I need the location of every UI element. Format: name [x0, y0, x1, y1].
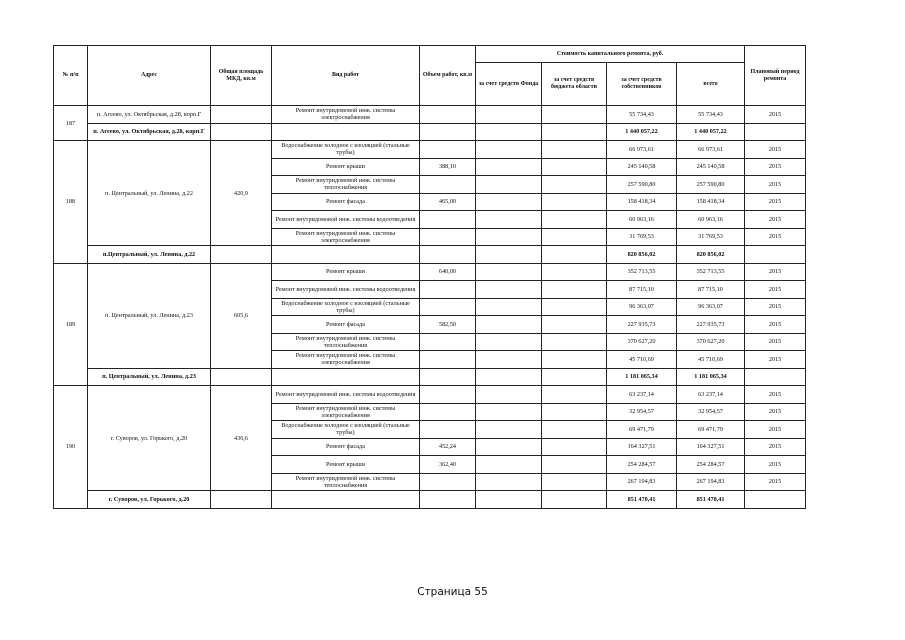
owners-cost-cell: 45 710,69 [607, 351, 677, 369]
period-cell: 2015 [745, 281, 806, 299]
volume-cell [420, 298, 476, 316]
col-cost-group-header: Стоимость капитального ремонта, руб. [476, 46, 745, 63]
subtotal-fund-cell [476, 123, 542, 141]
subtotal-fund-cell [476, 491, 542, 509]
col-budget-header: за счет средств бюджета области [542, 63, 607, 106]
row-number: 190 [54, 386, 88, 509]
col-fund-header: за счет средств Фонда [476, 63, 542, 106]
fund-cell [476, 351, 542, 369]
area-cell: 605,6 [211, 263, 272, 368]
budget-cell [542, 438, 607, 456]
subtotal-owners-cell: 1 440 057,22 [607, 123, 677, 141]
volume-cell [420, 403, 476, 421]
subtotal-period-cell [745, 491, 806, 509]
period-cell: 2015 [745, 263, 806, 281]
subtotal-owners-cell: 1 181 065,34 [607, 368, 677, 386]
subtotal-volume-cell [420, 368, 476, 386]
fund-cell [476, 176, 542, 194]
work-type-cell: Ремонт фасада [272, 438, 420, 456]
budget-cell [542, 158, 607, 176]
owners-cost-cell: 87 715,10 [607, 281, 677, 299]
subtotal-address-cell: г. Суворов, ул. Горького, д.20 [88, 491, 211, 509]
period-cell: 2015 [745, 421, 806, 439]
total-cost-cell: 257 590,80 [677, 176, 745, 194]
subtotal-address-cell: п.Центральный, ул. Ленина, д.22 [88, 246, 211, 264]
subtotal-address-cell: п. Центральный, ул. Ленина, д.23 [88, 368, 211, 386]
fund-cell [476, 193, 542, 211]
budget-cell [542, 298, 607, 316]
work-type-cell: Ремонт внутридомовой инж. системы теплоснабжения [272, 333, 420, 351]
total-cost-cell: 96 363,07 [677, 298, 745, 316]
col-work-header: Вид работ [272, 46, 420, 106]
fund-cell [476, 228, 542, 246]
work-type-cell: Ремонт крыши [272, 263, 420, 281]
period-cell: 2015 [745, 473, 806, 491]
total-cost-cell: 32 954,57 [677, 403, 745, 421]
period-cell: 2015 [745, 333, 806, 351]
volume-cell [420, 176, 476, 194]
work-type-cell: Ремонт внутридомовой инж. системы водоотведения [272, 211, 420, 229]
subtotal-total-cell: 1 440 057,22 [677, 123, 745, 141]
owners-cost-cell: 32 954,57 [607, 403, 677, 421]
budget-cell [542, 176, 607, 194]
col-num-header: № п/п [54, 46, 88, 106]
subtotal-area-cell [211, 123, 272, 141]
subtotal-row [54, 491, 806, 509]
volume-cell [420, 351, 476, 369]
fund-cell [476, 316, 542, 334]
work-type-cell: Ремонт фасада [272, 193, 420, 211]
fund-cell [476, 456, 542, 474]
period-cell: 2015 [745, 438, 806, 456]
area-cell: 420,9 [211, 141, 272, 246]
total-cost-cell: 352 713,55 [677, 263, 745, 281]
fund-cell [476, 211, 542, 229]
budget-cell [542, 333, 607, 351]
volume-cell [420, 228, 476, 246]
fund-cell [476, 386, 542, 404]
subtotal-work-cell [272, 368, 420, 386]
subtotal-fund-cell [476, 246, 542, 264]
address-cell: п. Агеево, ул. Октябрьская, д.28, корп.Г [88, 106, 211, 124]
total-cost-cell: 55 734,43 [677, 106, 745, 124]
total-cost-cell: 31 769,53 [677, 228, 745, 246]
work-type-cell: Ремонт внутридомовой инж. системы электроснабжения [272, 228, 420, 246]
work-type-cell: Водоснабжение холодное с изоляцией (стальные трубы) [272, 421, 420, 439]
subtotal-budget-cell [542, 246, 607, 264]
fund-cell [476, 141, 542, 159]
subtotal-period-cell [745, 368, 806, 386]
work-type-cell: Водоснабжение холодное с изоляцией (стальные трубы) [272, 141, 420, 159]
subtotal-address-cell: п. Агеево, ул. Октябрьская, д.28, корп.Г [88, 123, 211, 141]
owners-cost-cell: 69 471,79 [607, 421, 677, 439]
budget-cell [542, 421, 607, 439]
owners-cost-cell: 227 935,73 [607, 316, 677, 334]
budget-cell [542, 193, 607, 211]
owners-cost-cell: 158 418,34 [607, 193, 677, 211]
total-cost-cell: 254 284,57 [677, 456, 745, 474]
fund-cell [476, 263, 542, 281]
total-cost-cell: 267 194,83 [677, 473, 745, 491]
table-row [54, 141, 806, 159]
total-cost-cell: 87 715,10 [677, 281, 745, 299]
budget-cell [542, 456, 607, 474]
budget-cell [542, 281, 607, 299]
total-cost-cell: 60 963,16 [677, 211, 745, 229]
owners-cost-cell: 164 327,51 [607, 438, 677, 456]
work-type-cell: Ремонт внутридомовой инж. системы водоотведения [272, 386, 420, 404]
work-type-cell: Ремонт крыши [272, 158, 420, 176]
volume-cell: 465,00 [420, 193, 476, 211]
fund-cell [476, 403, 542, 421]
work-type-cell: Ремонт внутридомовой инж. системы теплоснабжения [272, 176, 420, 194]
col-address-header: Адрес [88, 46, 211, 106]
fund-cell [476, 106, 542, 124]
owners-cost-cell: 63 237,14 [607, 386, 677, 404]
table-body [54, 106, 806, 509]
budget-cell [542, 228, 607, 246]
subtotal-fund-cell [476, 368, 542, 386]
total-cost-cell: 227 935,73 [677, 316, 745, 334]
subtotal-row [54, 246, 806, 264]
total-cost-cell: 370 627,20 [677, 333, 745, 351]
work-type-cell: Ремонт внутридомовой инж. системы электроснабжения [272, 106, 420, 124]
volume-cell [420, 281, 476, 299]
volume-cell: 640,00 [420, 263, 476, 281]
fund-cell [476, 281, 542, 299]
budget-cell [542, 106, 607, 124]
volume-cell [420, 106, 476, 124]
subtotal-work-cell [272, 246, 420, 264]
total-cost-cell: 245 140,58 [677, 158, 745, 176]
address-cell: п. Центральный, ул. Ленина, д.23 [88, 263, 211, 368]
budget-cell [542, 211, 607, 229]
subtotal-area-cell [211, 491, 272, 509]
owners-cost-cell: 352 713,55 [607, 263, 677, 281]
period-cell: 2015 [745, 158, 806, 176]
total-cost-cell: 66 973,61 [677, 141, 745, 159]
budget-cell [542, 351, 607, 369]
volume-cell [420, 141, 476, 159]
owners-cost-cell: 60 963,16 [607, 211, 677, 229]
work-type-cell: Ремонт крыши [272, 456, 420, 474]
subtotal-owners-cell: 820 856,02 [607, 246, 677, 264]
owners-cost-cell: 31 769,53 [607, 228, 677, 246]
owners-cost-cell: 55 734,43 [607, 106, 677, 124]
volume-cell: 452,24 [420, 438, 476, 456]
budget-cell [542, 141, 607, 159]
fund-cell [476, 298, 542, 316]
col-owners-header: за счет средств собственников [607, 63, 677, 106]
owners-cost-cell: 254 284,57 [607, 456, 677, 474]
header-row-top [54, 46, 806, 63]
work-type-cell: Ремонт фасада [272, 316, 420, 334]
volume-cell [420, 473, 476, 491]
volume-cell [420, 421, 476, 439]
period-cell: 2015 [745, 211, 806, 229]
period-cell: 2015 [745, 351, 806, 369]
subtotal-total-cell: 820 856,02 [677, 246, 745, 264]
volume-cell: 362,40 [420, 456, 476, 474]
row-number: 187 [54, 106, 88, 141]
work-type-cell: Ремонт внутридомовой инж. системы электроснабжения [272, 351, 420, 369]
work-type-cell: Ремонт внутридомовой инж. системы электроснабжения [272, 403, 420, 421]
subtotal-volume-cell [420, 123, 476, 141]
period-cell: 2015 [745, 386, 806, 404]
subtotal-work-cell [272, 491, 420, 509]
subtotal-budget-cell [542, 123, 607, 141]
work-type-cell: Ремонт внутридомовой инж. системы водоотведения [272, 281, 420, 299]
col-area-header: Общая площадь МКД, кв.м [211, 46, 272, 106]
fund-cell [476, 333, 542, 351]
period-cell: 2015 [745, 316, 806, 334]
volume-cell [420, 386, 476, 404]
work-type-cell: Водоснабжение холодное с изоляцией (стальные трубы) [272, 298, 420, 316]
budget-cell [542, 316, 607, 334]
volume-cell: 582,50 [420, 316, 476, 334]
subtotal-volume-cell [420, 246, 476, 264]
owners-cost-cell: 267 194,83 [607, 473, 677, 491]
total-cost-cell: 45 710,69 [677, 351, 745, 369]
owners-cost-cell: 66 973,61 [607, 141, 677, 159]
row-number: 189 [54, 263, 88, 386]
subtotal-area-cell [211, 246, 272, 264]
col-period-header: Плановый период ремонта [745, 46, 806, 106]
repair-table [53, 45, 806, 509]
table-row [54, 263, 806, 281]
owners-cost-cell: 245 140,58 [607, 158, 677, 176]
period-cell: 2015 [745, 141, 806, 159]
subtotal-budget-cell [542, 368, 607, 386]
period-cell: 2015 [745, 106, 806, 124]
subtotal-period-cell [745, 246, 806, 264]
col-total-header: всего [677, 63, 745, 106]
subtotal-area-cell [211, 368, 272, 386]
period-cell: 2015 [745, 403, 806, 421]
address-cell: г. Суворов, ул. Горького, д.20 [88, 386, 211, 491]
owners-cost-cell: 96 363,07 [607, 298, 677, 316]
subtotal-budget-cell [542, 491, 607, 509]
area-cell [211, 106, 272, 124]
budget-cell [542, 403, 607, 421]
fund-cell [476, 473, 542, 491]
table-row [54, 106, 806, 124]
table-row [54, 386, 806, 404]
period-cell: 2015 [745, 228, 806, 246]
subtotal-total-cell: 851 470,41 [677, 491, 745, 509]
total-cost-cell: 158 418,34 [677, 193, 745, 211]
fund-cell [476, 158, 542, 176]
subtotal-volume-cell [420, 491, 476, 509]
area-cell: 436,6 [211, 386, 272, 491]
work-type-cell: Ремонт внутридомовой инж. системы теплоснабжения [272, 473, 420, 491]
volume-cell: 388,10 [420, 158, 476, 176]
fund-cell [476, 421, 542, 439]
owners-cost-cell: 257 590,80 [607, 176, 677, 194]
total-cost-cell: 164 327,51 [677, 438, 745, 456]
subtotal-row [54, 123, 806, 141]
subtotal-total-cell: 1 181 065,34 [677, 368, 745, 386]
total-cost-cell: 69 471,79 [677, 421, 745, 439]
period-cell: 2015 [745, 298, 806, 316]
total-cost-cell: 63 237,14 [677, 386, 745, 404]
subtotal-period-cell [745, 123, 806, 141]
address-cell: п. Центральный, ул. Ленина, д.22 [88, 141, 211, 246]
fund-cell [476, 438, 542, 456]
period-cell: 2015 [745, 176, 806, 194]
owners-cost-cell: 370 627,20 [607, 333, 677, 351]
budget-cell [542, 386, 607, 404]
budget-cell [542, 263, 607, 281]
col-volume-header: Объем работ, кв.м [420, 46, 476, 106]
volume-cell [420, 333, 476, 351]
volume-cell [420, 211, 476, 229]
subtotal-row [54, 368, 806, 386]
period-cell: 2015 [745, 193, 806, 211]
subtotal-work-cell [272, 123, 420, 141]
budget-cell [542, 473, 607, 491]
period-cell: 2015 [745, 456, 806, 474]
page-number: Страница 55 [417, 586, 488, 598]
subtotal-owners-cell: 851 470,41 [607, 491, 677, 509]
row-number: 188 [54, 141, 88, 264]
